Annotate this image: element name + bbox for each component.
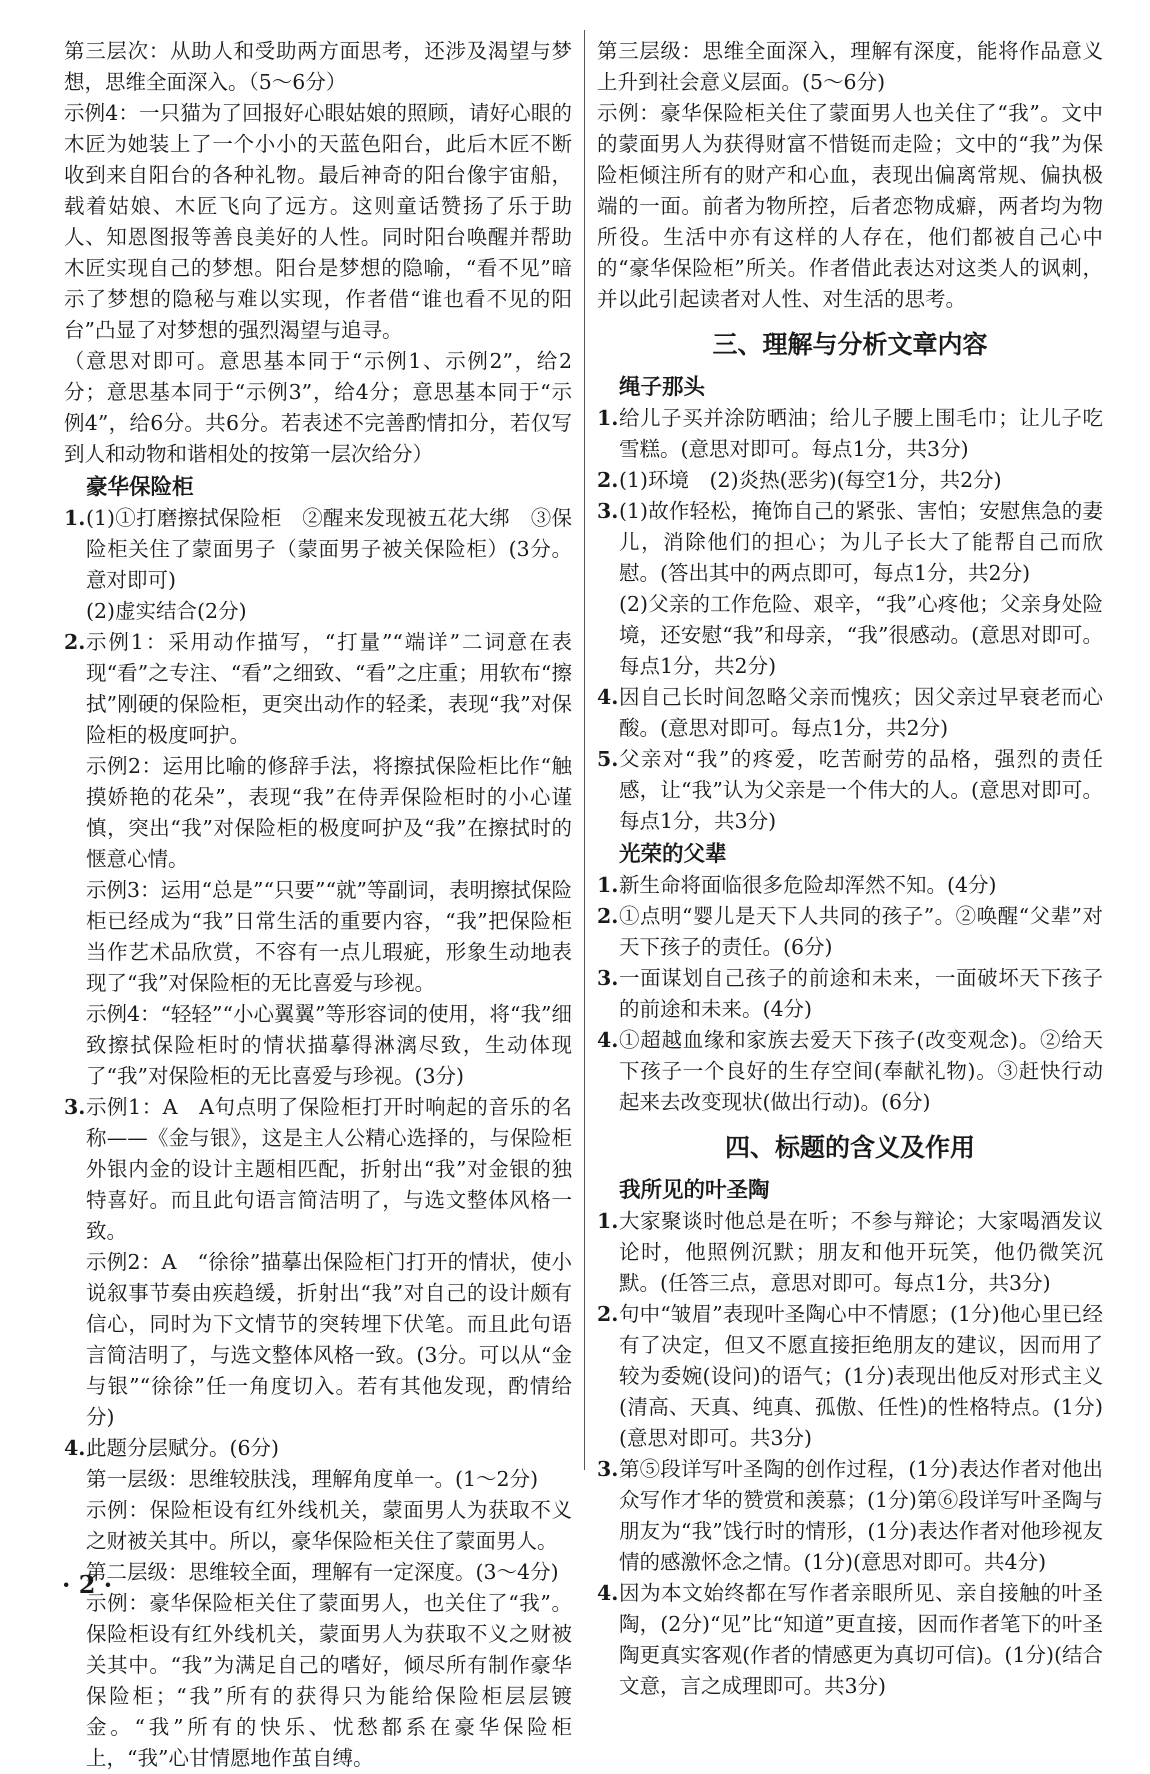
question-number: 5. [597,747,619,771]
answer-text: 给儿子买并涂防晒油；给儿子腰上围毛巾；让儿子吃雪糕。(意思对即可。每点1分，共3分) [619,406,1103,461]
answer-text: ①超越血缘和家族去爱天下孩子(改变观念)。②给天下孩子一个良好的生存空间(奉献礼物)。③赶快行动起来去改变现状(做出行动)。(6分) [619,1028,1103,1114]
question-number: 1. [597,873,619,897]
intro-paragraph: 第三层级：思维全面深入，理解有深度，能将作品意义上升到社会意义层面。(5～6分) [597,39,1103,94]
question-number: 3. [597,1457,619,1481]
question-item [597,465,1103,496]
answer-text: 示例2：A “徐徐”描摹出保险柜门打开的情状，使小说叙事节奏由疾趋缓，折射出“我”对自己的设计颇有信心，同时为下文情节的突转埋下伏笔。而且此句语言简洁明了，与选文整体风格一致。(3分。可以从“金与银”“徐徐”任一角度切入。若有其他发现，酌情给分) [86,1250,572,1429]
question-number: 3. [64,1095,86,1119]
answer-text: 示例2：运用比喻的修辞手法，将擦拭保险柜比作“触摸娇艳的花朵”，表现“我”在侍弄保险柜时的小心谨慎，突出“我”对保险柜的极度呵护及“我”在擦拭时的惬意心情。 [86,754,572,871]
story-title: 光荣的父辈 [619,842,727,867]
section-heading: 三、理解与分析文章内容 [712,330,988,359]
answer-text: 句中“皱眉”表现叶圣陶心中不情愿；(1分)他心里已经有了决定，但又不愿直接拒绝朋友的建议，因而用了较为委婉(设问)的语气；(1分)表现出他反对形式主义(清高、天真、纯真、孤傲、任性)的性格特点。(1分)(意思对即可。共3分) [619,1302,1103,1450]
answer-text: 第一层级：思维较肤浅，理解角度单一。(1～2分) [86,1467,539,1491]
question-item [597,1454,1103,1578]
answer-text: 一面谋划自己孩子的前途和未来，一面破坏天下孩子的前途和未来。(4分) [619,966,1103,1021]
question-item [64,503,572,627]
question-number: 3. [597,966,619,990]
question-item [597,744,1103,837]
page-number: · 2 · [62,1570,113,1599]
question-number: 3. [597,499,619,523]
answer-text: 第⑤段详写叶圣陶的创作过程，(1分)表达作者对他出众写作才华的赞赏和羡慕；(1分)第⑥段详写叶圣陶与朋友为“我”饯行时的情形，(1分)表达作者对他珍视友情的感激怀念之情。(1分)(意思对即可。共4分) [619,1457,1103,1574]
answer-text: 因为本文始终都在写作者亲眼所见、亲自接触的叶圣陶，(2分)“见”比“知道”更直接，因而作者笔下的叶圣陶更真实客观(作者的情感更为真切可信)。(1分)(结合文意，言之成理即可。共3分) [619,1581,1103,1698]
left-column [64,36,572,1774]
answer-text: 示例：豪华保险柜关住了蒙面男人，也关住了“我”。保险柜设有红外线机关，蒙面男人为获取不义之财被关其中。“我”为满足自己的嗜好，倾尽所有制作豪华保险柜；“我”所有的获得只为能给保险柜层层镀金。“我”所有的快乐、忧愁都系在豪华保险柜上，“我”心甘情愿地作茧自缚。 [86,1591,572,1770]
right-column [597,36,1103,1702]
question-item [597,682,1103,744]
answer-text: 示例1：A A句点明了保险柜打开时响起的音乐的名称——《金与银》，这是主人公精心选择的，与保险柜外银内金的设计主题相匹配，折射出“我”对金银的独特喜好。而且此句语言简洁明了，与选文整体风格一致。 [86,1095,572,1243]
question-number: 2. [64,630,86,654]
answer-text: 大家聚谈时他总是在听；不参与辩论；大家喝酒发议论时，他照例沉默；朋友和他开玩笑，他仍微笑沉默。(任答三点，意思对即可。每点1分，共3分) [619,1209,1103,1295]
answer-text: 第二层级：思维较全面，理解有一定深度。(3～4分) [86,1560,559,1584]
intro-paragraph: （意思对即可。意思基本同于“示例1、示例2”，给2分；意思基本同于“示例3”，给4分；意思基本同于“示例4”，给6分。共6分。若表述不完善酌情扣分，若仅写到人和动物和谐相处的按第一层次给分） [64,349,572,466]
intro-paragraph: 示例：豪华保险柜关住了蒙面男人也关住了“我”。文中的蒙面男人为获得财富不惜铤而走险；文中的“我”为保险柜倾注所有的财产和心血，表现出偏离常规、偏执极端的一面。前者为物所控，后者恋物成癖，两者均为物所役。生活中亦有这样的人存在，他们都被自己心中的“豪华保险柜”所关。作者借此表达对这类人的讽刺，并以此引起读者对人性、对生活的思考。 [597,101,1103,311]
answer-text: 示例4：“轻轻”“小心翼翼”等形容词的使用，将“我”细致擦拭保险柜时的情状描摹得淋漓尽致，生动体现了“我”对保险柜的无比喜爱与珍视。(3分) [86,1002,572,1088]
question-item [597,870,1103,901]
question-number: 2. [597,468,619,492]
question-item [597,496,1103,682]
question-item [597,901,1103,963]
answer-text: (1)故作轻松，掩饰自己的紧张、害怕；安慰焦急的妻儿，消除他们的担心；为儿子长大了能帮自己而欣慰。(答出其中的两点即可，每点1分，共2分) [619,499,1103,585]
answer-text: 示例：保险柜设有红外线机关，蒙面男人为获取不义之财被关其中。所以，豪华保险柜关住了蒙面男人。 [86,1498,572,1553]
question-item [597,403,1103,465]
question-number: 1. [597,406,619,430]
question-number: 4. [597,1581,619,1605]
question-item [597,1206,1103,1299]
question-item [597,1578,1103,1702]
question-number: 1. [64,506,86,530]
answer-text: (1)环境 (2)炎热(恶劣)(每空1分，共2分) [619,468,1002,492]
story-title: 我所见的叶圣陶 [619,1178,770,1203]
question-item [597,1025,1103,1118]
answer-text: 示例1：采用动作描写，“打量”“端详”二词意在表现“看”之专注、“看”之细致、“看”之庄重；用软布“擦拭”刚硬的保险柜，更突出动作的轻柔，表现“我”对保险柜的极度呵护。 [86,630,572,747]
question-item [64,627,572,1092]
question-item [64,1433,572,1774]
column-divider [584,30,585,1470]
intro-paragraph: 示例4：一只猫为了回报好心眼姑娘的照顾，请好心眼的木匠为她装上了一个小小的天蓝色阳台，此后木匠不断收到来自阳台的各种礼物。最后神奇的阳台像宇宙船，载着姑娘、木匠飞向了远方。这则童话赞扬了乐于助人、知恩图报等善良美好的人性。同时阳台唤醒并帮助木匠实现自己的梦想。阳台是梦想的隐喻，“看不见”暗示了梦想的隐秘与难以实现，作者借“谁也看不见的阳台”凸显了对梦想的强烈渴望与追寻。 [64,101,572,342]
story-title: 豪华保险柜 [86,475,194,500]
question-number: 4. [64,1436,86,1460]
answer-text: 此题分层赋分。(6分) [86,1436,280,1460]
answer-text: 新生命将面临很多危险却浑然不知。(4分) [619,873,997,897]
section-heading: 四、标题的含义及作用 [724,1133,975,1162]
question-item [64,1092,572,1433]
answer-text: (2)虚实结合(2分) [86,599,247,623]
intro-paragraph: 第三层次：从助人和受助两方面思考，还涉及渴望与梦想，思维全面深入。（5～6分） [64,39,572,94]
question-number: 2. [597,904,619,928]
question-number: 2. [597,1302,619,1326]
question-number: 1. [597,1209,619,1233]
question-item [597,1299,1103,1454]
answer-text: 因自己长时间忽略父亲而愧疚；因父亲过早衰老而心酸。(意思对即可。每点1分，共2分) [619,685,1103,740]
question-number: 4. [597,1028,619,1052]
answer-text: 示例3：运用“总是”“只要”“就”等副词，表明擦拭保险柜已经成为“我”日常生活的重要内容，“我”把保险柜当作艺术品欣赏，不容有一点儿瑕疵，形象生动地表现了“我”对保险柜的无比喜爱与珍视。 [86,878,572,995]
answer-text: ①点明“婴儿是天下人共同的孩子”。②唤醒“父辈”对天下孩子的责任。(6分) [619,904,1103,959]
story-title: 绳子那头 [619,375,706,400]
question-number: 4. [597,685,619,709]
question-item [597,963,1103,1025]
answer-text: (2)父亲的工作危险、艰辛，“我”心疼他；父亲身处险境，还安慰“我”和母亲，“我”很感动。(意思对即可。每点1分，共2分) [619,592,1103,678]
answer-text: (1)①打磨擦拭保险柜 ②醒来发现被五花大绑 ③保险柜关住了蒙面男子（蒙面男子被关保险柜）(3分。意对即可) [86,506,572,592]
answer-text: 父亲对“我”的疼爱，吃苦耐劳的品格，强烈的责任感，让“我”认为父亲是一个伟大的人。(意思对即可。每点1分，共3分) [619,747,1103,833]
